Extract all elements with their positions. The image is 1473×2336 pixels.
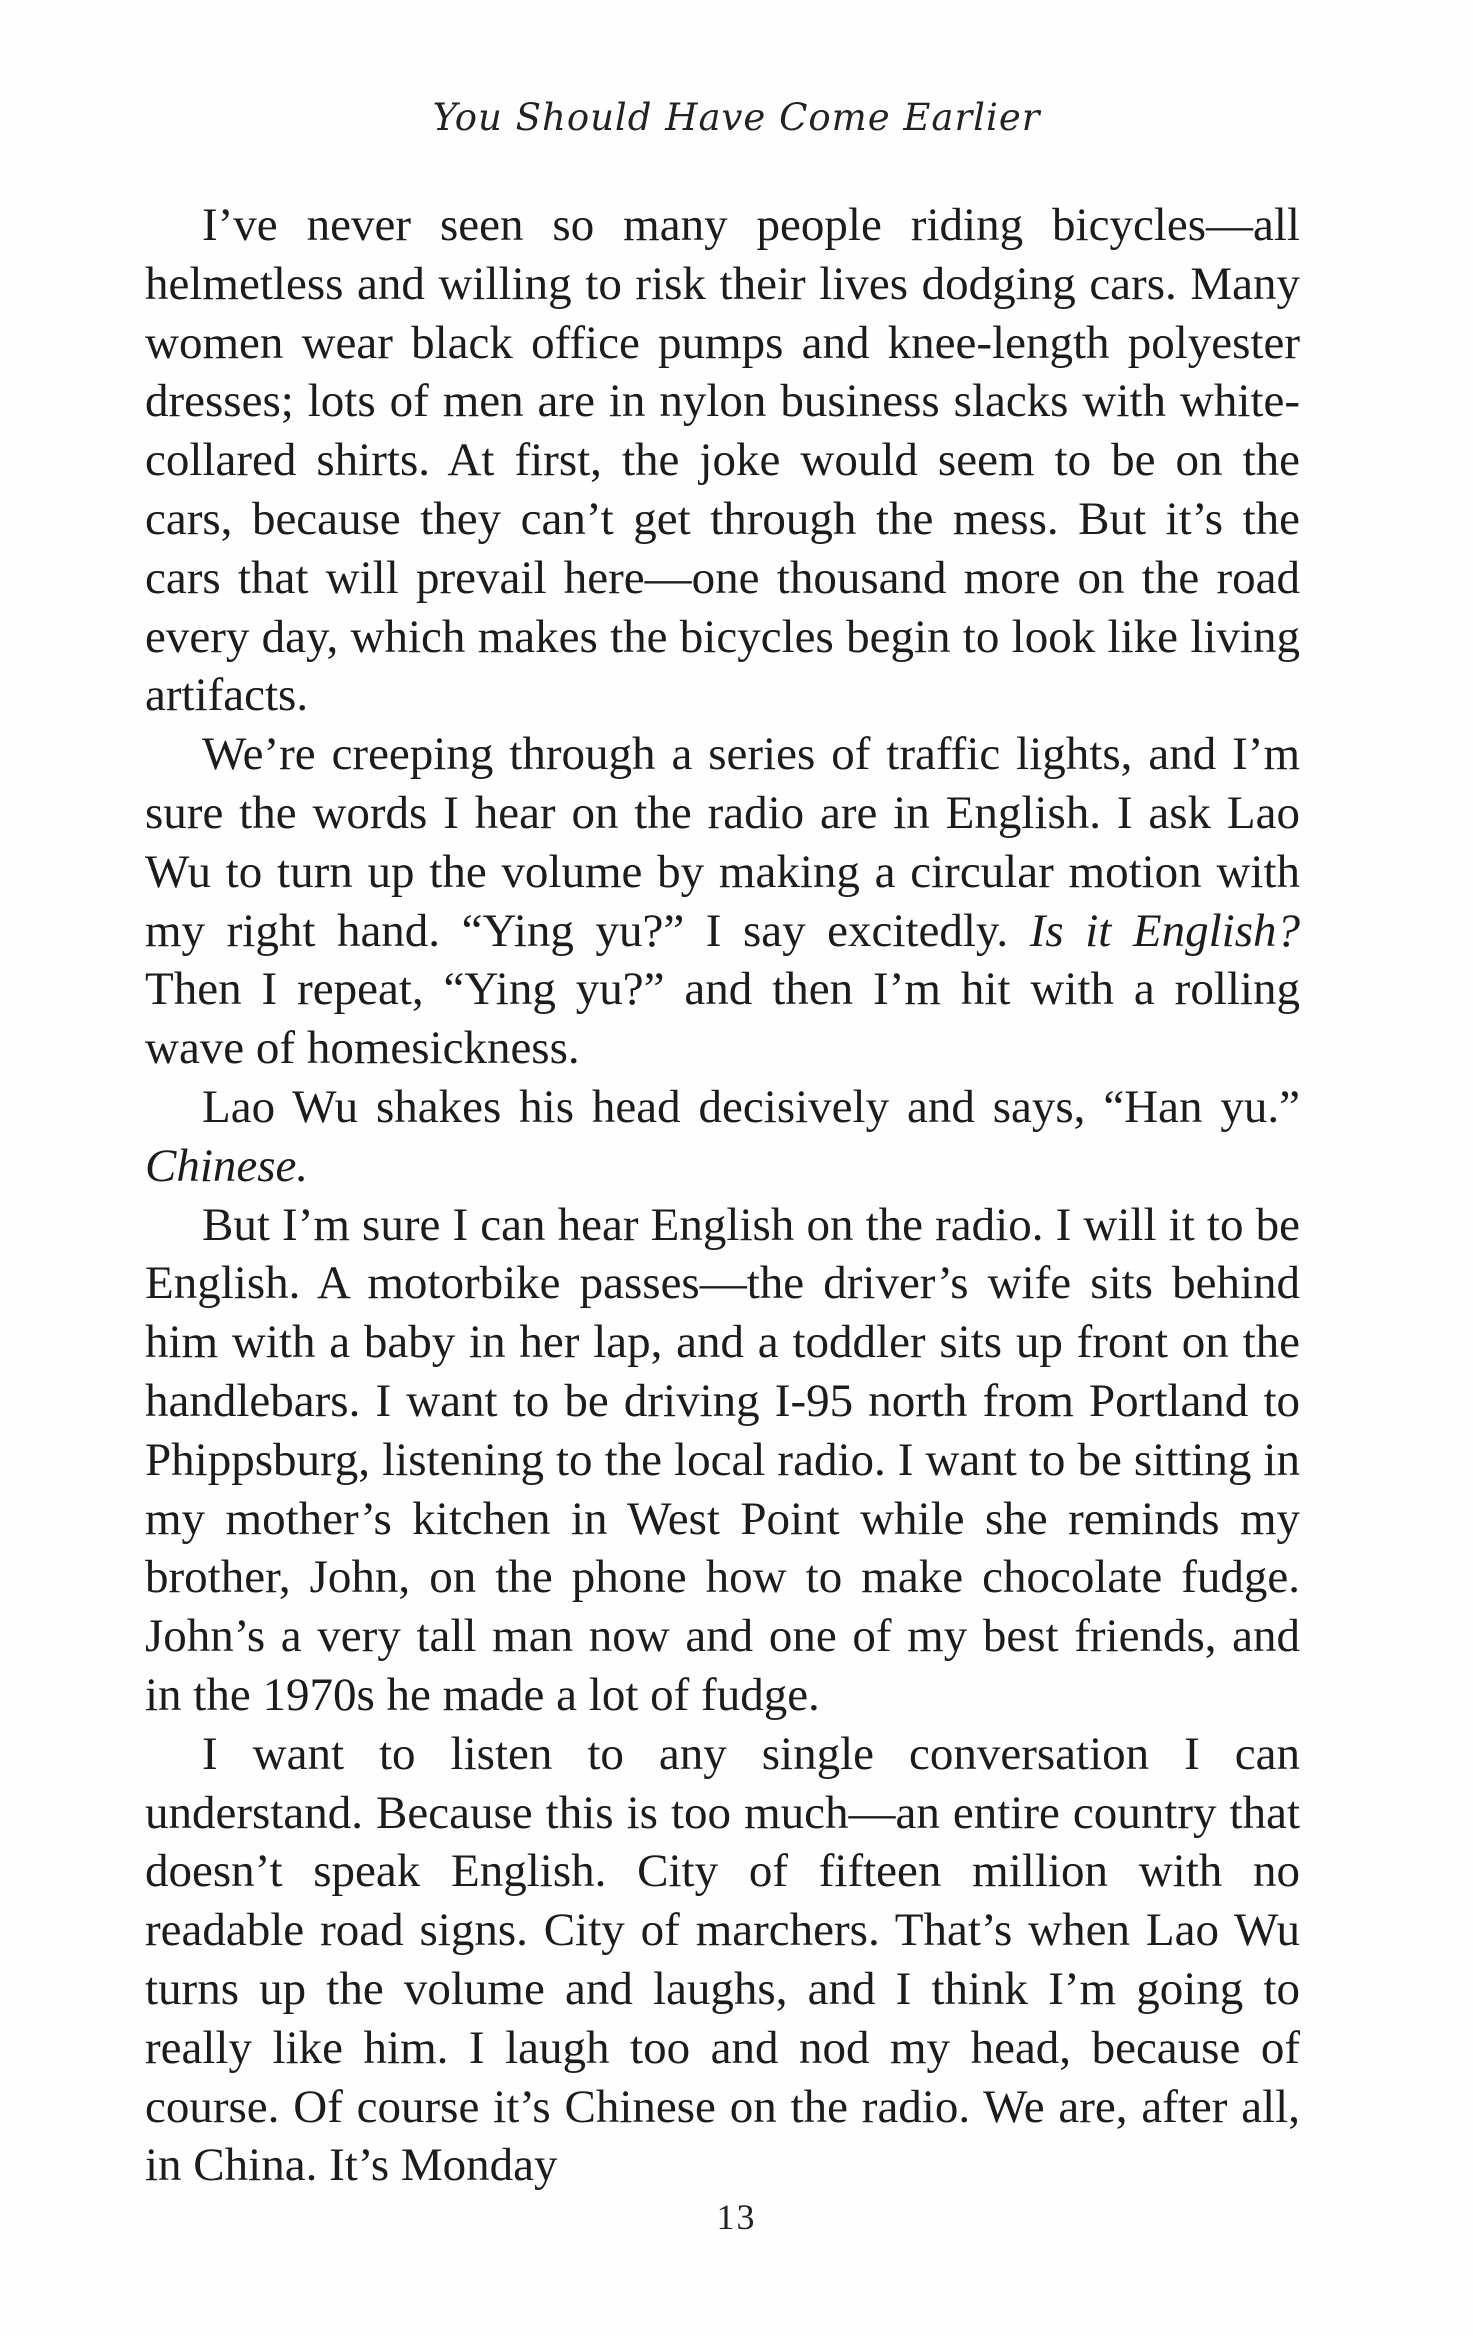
paragraph-1 <box>145 196 1300 725</box>
paragraph-text: I’ve never seen so many people riding bicycles—all helmetless and willing to risk their lives dodging cars. Many women wear black office pumps and knee-length polyester dresses; lots of men are in nylon business slacks with white-collared shirts. At first, the joke would seem to be on the cars, because they can’t get through the mess. But it’s the cars that will prevail here—one thousand more on the road every day, which makes the bicycles begin to look like living artifacts. <box>145 199 1300 722</box>
paragraph-text: But I’m sure I can hear English on the radio. I will it to be English. A motorbike passes—the driver’s wife sits behind him with a baby in her lap, and a toddler sits up front on the handlebars. I want to be driving I-95 north from Portland to Phippsburg, listening to the local radio. I want to be sitting in my mother’s kitchen in West Point while she reminds my brother, John, on the phone how to make chocolate fudge. John’s a very tall man now and one of my best friends, and in the 1970s he made a lot of fudge. <box>145 1198 1300 1721</box>
paragraph-text: Lao Wu shakes his head decisively and says, “Han yu.” <box>202 1080 1300 1133</box>
italic-phrase: Chinese. <box>145 1139 309 1192</box>
paragraph-text: Then I repeat, “Ying yu?” and then I’m hit with a rolling wave of homesickness. <box>145 963 1300 1075</box>
paragraph-3 <box>145 1078 1300 1196</box>
paragraph-text: We’re creeping through a series of traffic lights, and I’m sure the words I hear on the radio are in English. I ask Lao Wu to turn up the volume by making a circular motion with my right hand. “Ying yu?” I say excitedly. <box>145 728 1300 957</box>
paragraph-4 <box>145 1196 1300 1725</box>
paragraph-2 <box>145 725 1300 1078</box>
paragraph-text: I want to listen to any single conversation I can understand. Because this is too much—an entire country that doesn’t speak English. City of fifteen million with no readable road signs. City of marchers. That’s when Lao Wu turns up the volume and laughs, and I think I’m going to really like him. I laugh too and nod my head, because of course. Of course it’s Chinese on the radio. We are, after all, in China. It’s Monday <box>145 1727 1300 2192</box>
paragraph-5 <box>145 1725 1300 2195</box>
italic-phrase: Is it English? <box>1029 904 1300 957</box>
body-text <box>145 196 1300 2195</box>
running-head: You Should Have Come Earlier <box>432 96 1041 139</box>
page-number: 13 <box>716 2197 757 2237</box>
